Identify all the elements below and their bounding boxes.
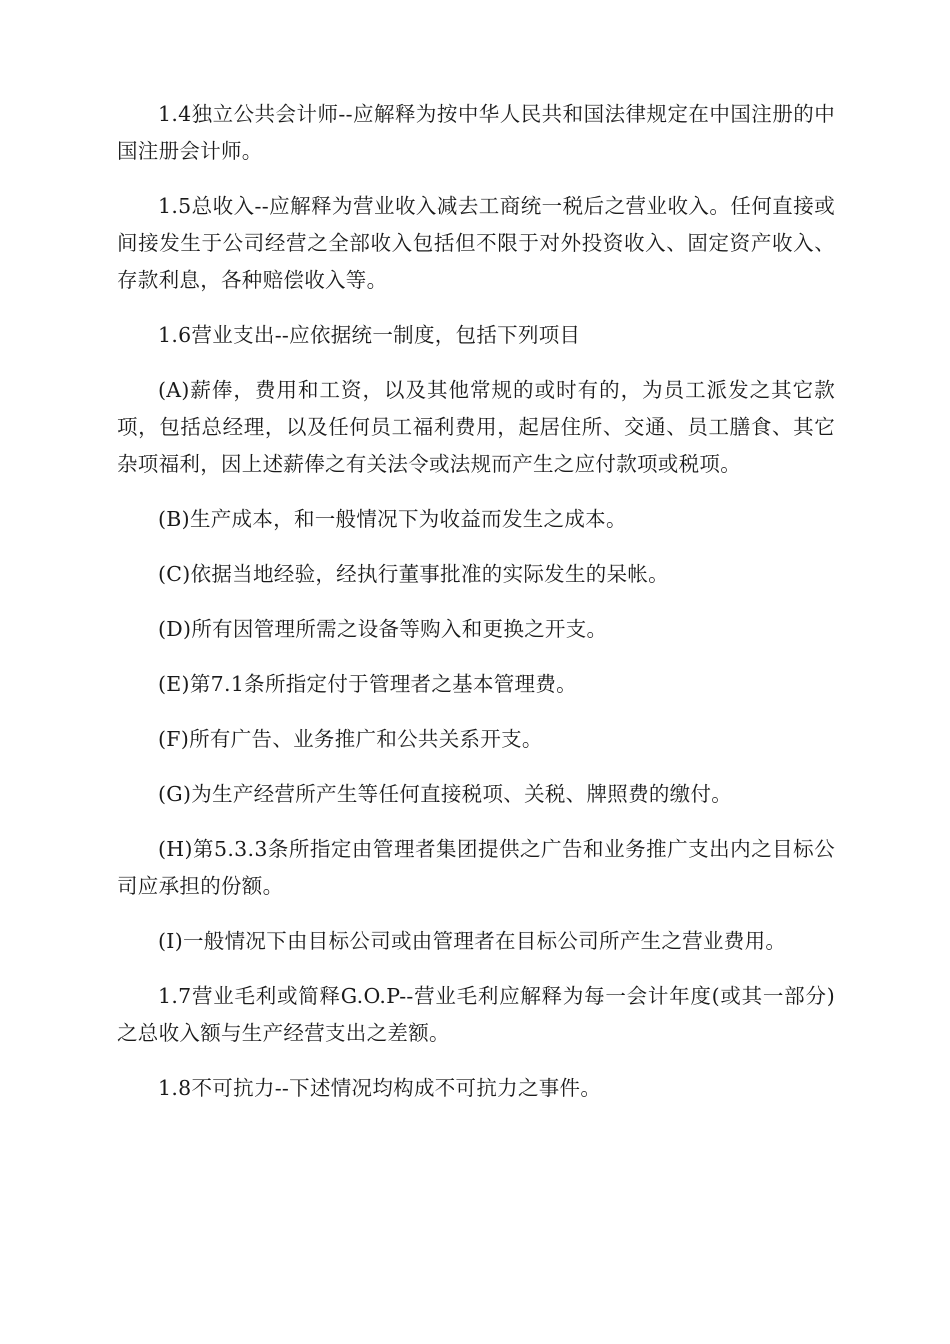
item-g: (G)为生产经营所产生等任何直接税项、关税、牌照费的缴付。 [158, 782, 733, 806]
item-i: (I)一般情况下由目标公司或由管理者在目标公司所产生之营业费用。 [158, 929, 787, 953]
item-f: (F)所有广告、业务推广和公共关系开支。 [158, 727, 543, 751]
clause-1-6: 1.6营业支出--应依据统一制度，包括下列项目 [158, 323, 581, 347]
clause-1-7: 1.7营业毛利或简释G.O.P--营业毛利应解释为每一会计年度(或其一部分)之总收入额与生产经营支出之差额。 [117, 984, 835, 1045]
clause-1-4: 1.4独立公共会计师--应解释为按中华人民共和国法律规定在中国注册的中国注册会计师。 [117, 102, 835, 163]
item-d: (D)所有因管理所需之设备等购入和更换之开支。 [158, 617, 608, 641]
clause-1-8: 1.8不可抗力--下述情况均构成不可抗力之事件。 [158, 1076, 602, 1100]
item-h: (H)第5.3.3条所指定由管理者集团提供之广告和业务推广支出内之目标公司应承担的份额。 [117, 837, 835, 898]
item-b: (B)生产成本，和一般情况下为收益而发生之成本。 [158, 507, 627, 531]
item-a: (A)薪俸，费用和工资，以及其他常规的或时有的，为员工派发之其它款项，包括总经理，以及任何员工福利费用，起居住所、交通、员工膳食、其它杂项福利，因上述薪俸之有关法令或法规而产生之应付款项或税项。 [117, 378, 835, 476]
item-e: (E)第7.1条所指定付于管理者之基本管理费。 [158, 672, 577, 696]
clause-1-5: 1.5总收入--应解释为营业收入减去工商统一税后之营业收入。任何直接或间接发生于公司经营之全部收入包括但不限于对外投资收入、固定资产收入、存款利息，各种赔偿收入等。 [117, 194, 835, 292]
document-body [117, 96, 835, 1125]
item-c: (C)依据当地经验，经执行董事批准的实际发生的呆帐。 [158, 562, 669, 586]
